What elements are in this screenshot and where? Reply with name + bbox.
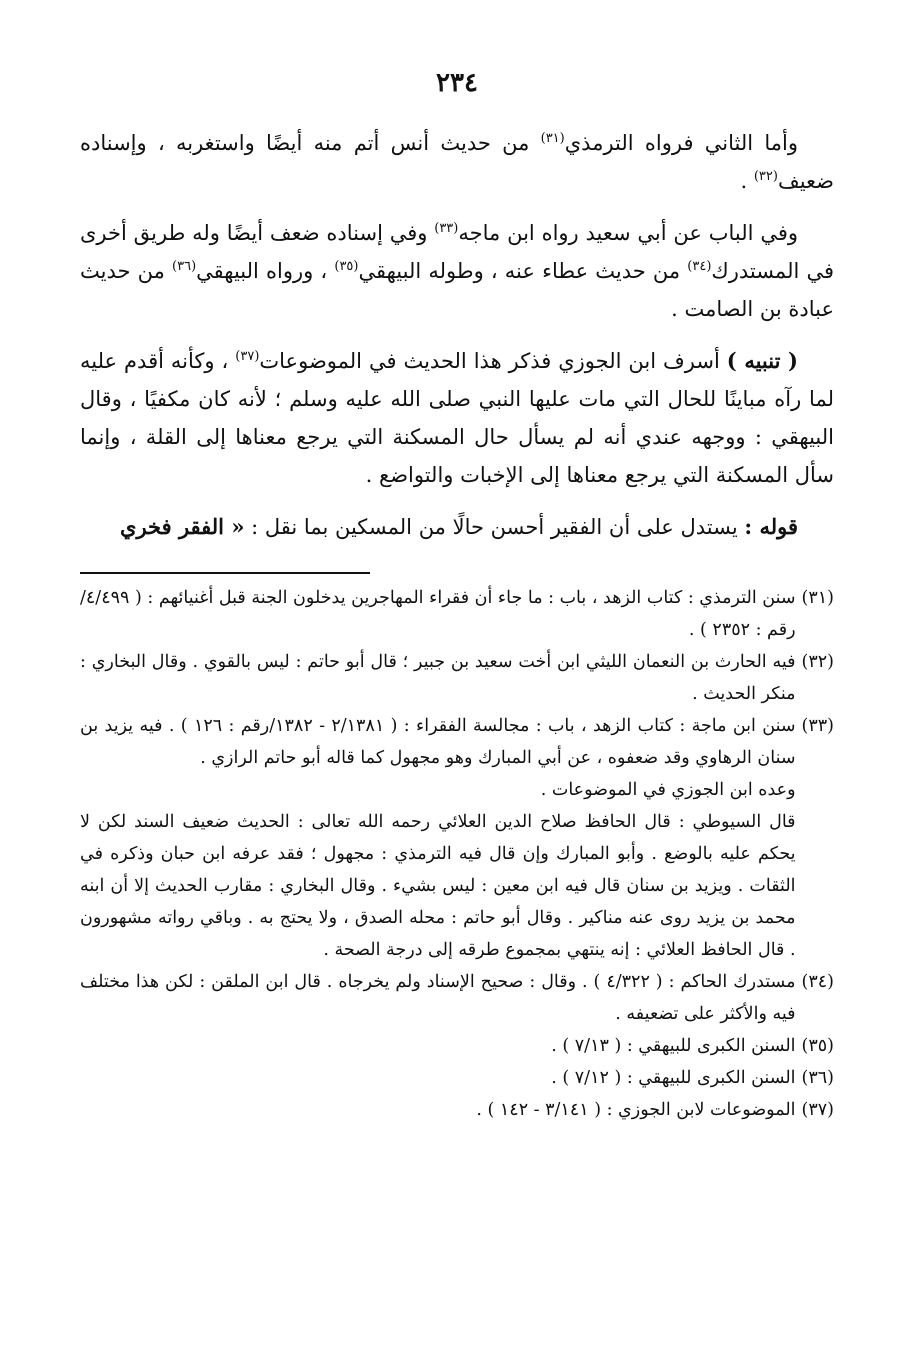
footnote-ref-marker: (٣٦): [172, 259, 197, 274]
footnote-ref-marker: (٣٤): [687, 259, 712, 274]
footnote-37: [80, 1094, 834, 1126]
footnote-number: (٣٦): [801, 1068, 834, 1088]
bold-lead-text: « الفقر فخري: [120, 514, 245, 539]
footnote-number: (٣١): [801, 588, 834, 608]
text-run: وأما الثاني فرواه الترمذي: [564, 131, 798, 155]
footnote-divider: [80, 572, 370, 574]
footnote-number: (٣٧): [801, 1100, 834, 1120]
text-run: من حديث عبادة بن الصامت .: [80, 259, 834, 321]
text-run: يستدل على أن الفقير أحسن حالًا من المسكين بما نقل :: [244, 515, 745, 539]
footnote-text: فيه الحارث بن النعمان الليثي ابن أخت سعيد بن جبير ؛ قال أبو حاتم : ليس بالقوي . وقال البخاري : منكر الحديث .: [80, 652, 796, 704]
footnote-ref-marker: (٣١): [540, 131, 565, 146]
footnote-text: وعده ابن الجوزي في الموضوعات .: [540, 780, 796, 800]
footnote-number: (٣٢): [801, 652, 834, 672]
footnote-text: السنن الكبرى للبيهقي : ( ٧/١٢ ) .: [551, 1068, 796, 1088]
paragraph-1: [80, 124, 834, 200]
text-run: من حديث عطاء عنه ، وطوله البيهقي: [358, 259, 688, 283]
footnote-text: الموضوعات لابن الجوزي : ( ٣/١٤١ - ١٤٢ ) .: [476, 1100, 796, 1120]
footnote-32: [80, 646, 834, 710]
footnote-36: [80, 1062, 834, 1094]
text-run: .: [740, 169, 754, 193]
footnote-ref-marker: (٣٣): [434, 221, 459, 236]
footnote-31: [80, 582, 834, 646]
footnote-number: (٣٤): [801, 972, 834, 992]
main-text: [80, 124, 834, 546]
bold-lead-text: قوله :: [744, 514, 798, 539]
footnote-number: (٣٣): [801, 716, 834, 736]
footnote-text: قال السيوطي : قال الحافظ صلاح الدين العلائي رحمه الله تعالى : الحديث ضعيف السند لكن لا يحكم عليه بالوضع . وأبو المبارك وإن قال فيه الترمذي : مجهول ؛ فقد عرفه ابن حبان وذكره في الثقات . ويزيد بن سنان قال فيه ابن معين : ليس بشيء . وقال البخاري : مقارب الحديث إلا أن ابنه محمد بن يزيد روى عنه مناكير . وقال أبو حاتم : محله الصدق ، ولا يحتج به . وباقي رواته مشهورون . قال الحافظ العلائي : إنه ينتهي بمجموع طرقه إلى درجة الصحة .: [80, 812, 796, 960]
paragraph-3: [80, 342, 834, 494]
bold-lead-text: ( تنبيه ): [726, 348, 798, 373]
footnotes: [80, 582, 834, 1126]
footnote-33: [80, 710, 834, 966]
footnote-35: [80, 1030, 834, 1062]
footnote-ref-marker: (٣٧): [235, 349, 260, 364]
text-run: ، ورواه البيهقي: [196, 259, 335, 283]
paragraph-4: [80, 508, 834, 546]
footnote-text: السنن الكبرى للبيهقي : ( ٧/١٣ ) .: [551, 1036, 796, 1056]
footnote-text: مستدرك الحاكم : ( ٤/٣٢٢ ) . وقال : صحيح الإسناد ولم يخرجاه . قال ابن الملقن : لكن هذا مختلف فيه والأكثر على تضعيفه .: [80, 972, 796, 1024]
text-run: وفي إسناده ضعف أيضًا وله طريق أخرى في المستدرك: [80, 221, 835, 283]
footnote-ref-marker: (٣٥): [334, 259, 359, 274]
text-run: وفي الباب عن أبي سعيد رواه ابن ماجه: [458, 221, 799, 245]
text-run: ، وكأنه أقدم عليه لما رآه مباينًا للحال التي مات عليها النبي صلى الله عليه وسلم ؛ لأنه كان مكفيًا ، وقال البيهقي : ووجهه عندي أنه لم يسأل حال المسكنة التي يرجع معناها إلى القلة ، وإنما سأل المسكنة التي يرجع معناها إلى الإخبات والتواضع .: [80, 349, 834, 487]
footnote-ref-marker: (٣٢): [753, 169, 778, 184]
page-number: ٢٣٤: [436, 68, 478, 98]
text-run: أسرف ابن الجوزي فذكر هذا الحديث في الموضوعات: [259, 349, 727, 373]
paragraph-2: [80, 214, 834, 328]
footnote-number: (٣٥): [801, 1036, 834, 1056]
footnote-text: سنن ابن ماجة : كتاب الزهد ، باب : مجالسة الفقراء : ( ٢/١٣٨١ - ١٣٨٢/رقم : ١٢٦ ) . فيه يزيد بن سنان الرهاوي وقد ضعفوه ، عن أبي المبارك وهو مجهول كما قاله أبو حاتم الرازي .: [80, 716, 796, 768]
text-run: من حديث أنس أتم منه أيضًا واستغربه ، وإسناده ضعيف: [80, 131, 834, 193]
footnote-34: [80, 966, 834, 1030]
footnote-text: سنن الترمذي : كتاب الزهد ، باب : ما جاء أن فقراء المهاجرين يدخلون الجنة قبل أغنيائهم : ( ٤/٤٩٩/رقم : ٢٣٥٢ ) .: [80, 588, 796, 640]
